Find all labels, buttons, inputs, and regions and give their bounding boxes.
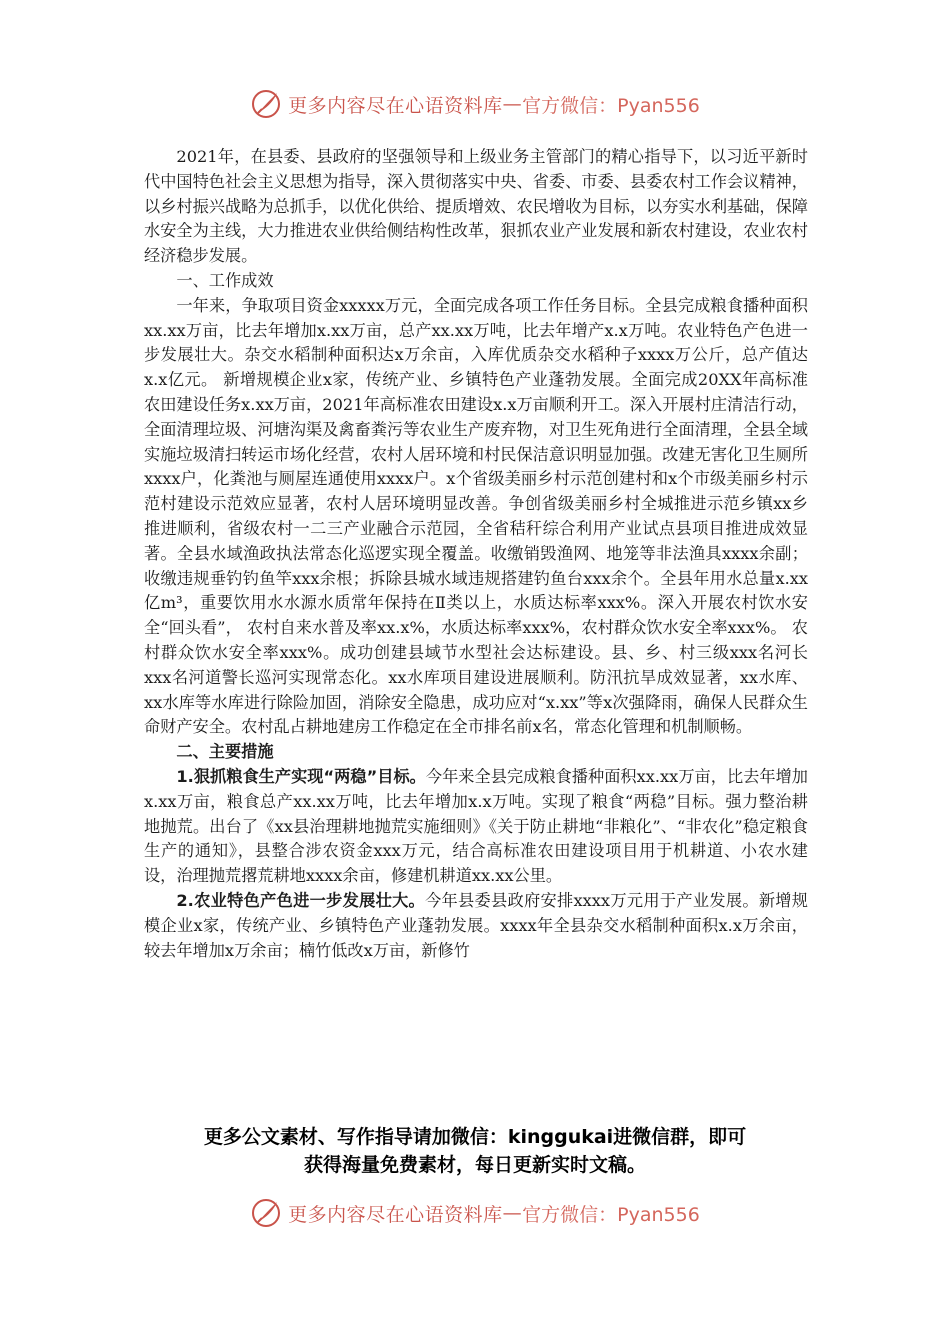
promo-line-2: 获得海量免费素材，每日更新实时文稿。 xyxy=(303,1154,646,1176)
banner-separator: — xyxy=(502,93,523,115)
banner-contact: 官方微信：Pyan556 xyxy=(522,1203,700,1226)
banner-title: 更多内容尽在心语资料库 xyxy=(288,1203,503,1226)
header-banner xyxy=(0,84,950,124)
banner-title: 更多内容尽在心语资料库 xyxy=(288,94,503,117)
banner-separator: — xyxy=(502,1202,523,1224)
intro-paragraph: 2021年，在县委、县政府的坚强领导和上级业务主管部门的精心指导下，以习近平新时代中国特色社会主义思想为指导，深入贯彻落实中央、省委、市委、县委农村工作会议精神，以乡村振兴战略为总抓手，以优化供给、提质增效、农民增收为目标，以夯实水利基础，保障水安全为主线，大力推进农业供给侧结构性改革，狠抓农业产业发展和新农村建设，农业农村经济稳步发展。 xyxy=(144,147,808,266)
document-body xyxy=(144,145,808,963)
promo-notice xyxy=(130,1123,820,1179)
measure-2-paragraph xyxy=(144,889,808,963)
measure-2-title: 2.农业特色产色进一步发展壮大。 xyxy=(176,890,426,910)
footer-banner xyxy=(0,1193,950,1233)
section1-paragraph: 一年来，争取项目资金xxxxx万元，全面完成各项工作任务目标。全县完成粮食播种面积xx.xx万亩，比去年增加x.xx万亩，总产xx.xx万吨，比去年增产x.x万吨。农业特色产色进一步发展壮大。杂交水稻制种面积达x万余亩，入库优质杂交水稻种子xxxx万公斤，总产值达x.x亿元。 新增规模企业x家，传统产业、乡镇特色产业蓬勃发展。全面完成20XX年高标准农田建设任务x.xx万亩，2021年高标准农田建设x.x万亩顺利开工。深入开展村庄清洁行动，全面清理垃圾、河塘沟渠及禽畜粪污等农业生产废弃物，对卫生死角进行全面清理，全县全域实施垃圾清扫转运市场化经营，农村人居环境和村民保洁意识明显加强。改建无害化卫生厕所xxxx户，化粪池与厕屋连通使用xxxx户。x个省级美丽乡村示范创建村和x个市级美丽乡村示范村建设示范效应显著，农村人居环境明显改善。争创省级美丽乡村全城推进示范乡镇xx乡推进顺利，省级农村一二三产业融合示范园，全省秸秆综合利用产业试点县项目推进成效显著。全县水域渔政执法常态化巡逻实现全覆盖。收缴销毁渔网、地笼等非法渔具xxxx余副；收缴违规垂钓钓鱼竿xxx余根；拆除县城水域违规搭建钓鱼台xxx余个。全县年用水总量x.xx亿m³，重要饮用水水源水质常年保持在Ⅱ类以上，水质达标率xxx%。深入开展农村饮水安全“回头看”， 农村自来水普及率xx.x%，水质达标率xxx%，农村群众饮水安全率xxx%。 农村群众饮水安全率xxx%。成功创建县域节水型社会达标建设。县、乡、村三级xxx名河长xxx名河道警长巡河实现常态化。xx水库项目建设进展顺利。防汛抗旱成效显著，xx水库、xx水库等水库进行除险加固，消除安全隐患，成功应对“x.xx”等x次强降雨，确保人民群众生命财产安全。农村乱占耕地建房工作稳定在全市排名前x名，常态化管理和机制顺畅。 xyxy=(144,295,808,737)
measure-2-body: 今年县委县政府安排xxxx万元用于产业发展。新增规模企业x家，传统产业、乡镇特色产业蓬勃发展。xxxx年全县杂交水稻制种面积x.x万余亩，较去年增加x万余亩；楠竹低改x万亩，新修竹 xyxy=(144,890,808,960)
section1-heading: 一、工作成效 xyxy=(176,270,274,290)
measure-1-body: 今年来全县完成粮食播种面积xx.xx万亩，比去年增加x.xx万亩，粮食总产xx.xx万吨，比去年增加x.x万吨。实现了粮食“两稳”目标。强力整治耕地抛荒。出台了《xx县治理耕地抛荒实施细则》《关于防止耕地“非粮化”、“非农化”稳定粮食生产的通知》，县整合涉农资金xxx万元，结合高标准农田建设项目用于机耕道、小农水建设，治理抛荒撂荒耕地xxxx余亩，修建机耕道xx.xx公里。 xyxy=(144,766,808,886)
measure-1-title: 1.狠抓粮食生产实现“两稳”目标。 xyxy=(176,766,426,786)
section2-heading: 二、主要措施 xyxy=(176,742,274,762)
quill-logo-icon xyxy=(250,88,282,120)
quill-logo-icon xyxy=(250,1197,282,1229)
promo-line-1: 更多公文素材、写作指导请加微信：kinggukai进微信群，即可 xyxy=(203,1126,747,1148)
banner-contact: 官方微信：Pyan556 xyxy=(522,94,700,117)
measure-1-paragraph xyxy=(144,765,808,889)
